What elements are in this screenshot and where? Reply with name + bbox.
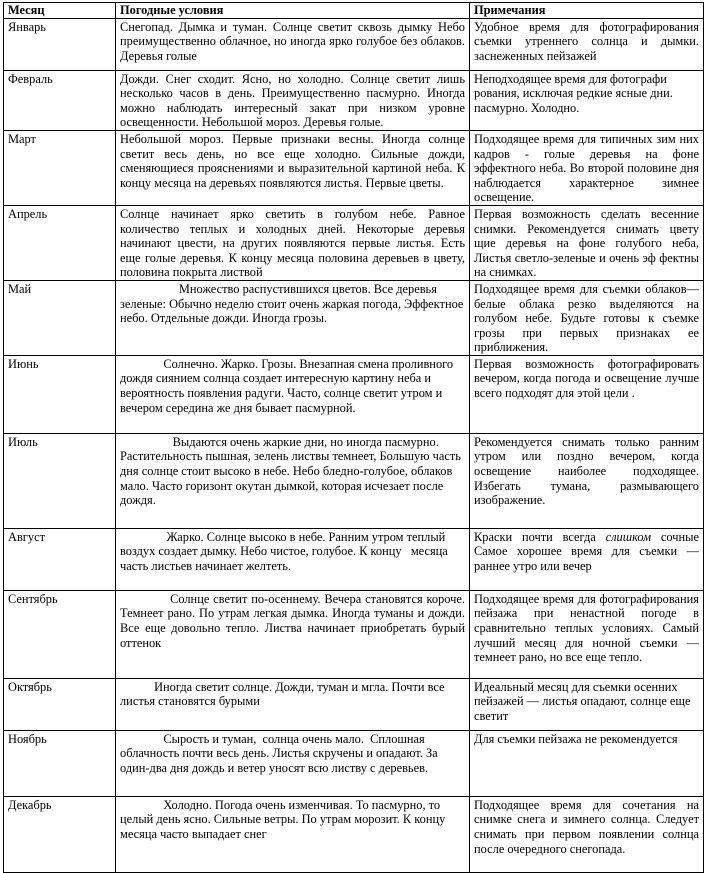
month-cell: Февраль (4, 70, 116, 130)
table-row (4, 730, 704, 796)
weather-cell: Выдаются очень жаркие дни, но иногда пасмурно. Растительность пышная, зелень листвы темнеет, Большую часть дня солнце стоит высоко в небе. Небо бледно-голубое, облаков мало. Часто горизонт окутан дымкой, которая исчезает после дождя. (116, 433, 470, 528)
weather-cell: Солнце светит по-осеннему. Вечера становятся короче. Темнеет рано. По утрам легкая дымка. Иногда туманы и дожди. Все еще довольно тепло. Листва начинает приобретать бурый оттенок (116, 590, 470, 678)
table-row (4, 433, 704, 528)
notes-cell: Идеальный месяц для съемки осенних пейзажей — листья опадают, солнце еще светит (470, 678, 704, 730)
table-row (4, 796, 704, 872)
notes-cell: Удобное время для фотографирования съемки утреннего солнца и дымки. заснеженных пейзажей (470, 18, 704, 70)
weather-cell: Небольшой мороз. Первые признаки весны. Иногда солнце светит весь день, но все еще холодно. Сильные дожди, сменяющиеся прояснениями и выразительной картиной неба. К концу месяца на деревьях появляются листья. Первые цветы. (116, 130, 470, 205)
month-cell: Март (4, 130, 116, 205)
month-cell: Апрель (4, 205, 116, 280)
notes-cell: Подходящее время для съемки облаков— белые облака резко выделяются на голубом небе. Будьте готовы к съемке грозы при первых признаках ее приближения. (470, 280, 704, 355)
weather-cell: Солнечно. Жарко. Грозы. Внезапная смена проливного дождя сиянием солнца создает интересную картину неба и вероятность появления радуги. Часто, солнце светит утром и вечером середина же дня бывает пасмурной. (116, 355, 470, 433)
weather-cell: Множество распустившихся цветов. Все деревья зеленые: Обычно неделю стоит очень жаркая погода, Эффектное небо. Отдельные дожди. Иногда грозы. (116, 280, 470, 355)
month-cell: Сентябрь (4, 590, 116, 678)
weather-cell: Жарко. Солнце высоко в небе. Ранним утром теплый воздух создает дымку. Небо чистое, голубое. К концу месяца часть листьев начинает желтеть. (116, 528, 470, 590)
weather-cell: Холодно. Погода очень изменчивая. То пасмурно, то целый день ясно. Сильные ветры. По утрам морозит. К концу месяца часто выпадает снег (116, 796, 470, 872)
weather-cell: Иногда светит солнце. Дожди, туман и мгла. Почти все листья становятся бурыми (116, 678, 470, 730)
table-row (4, 678, 704, 730)
header-row (4, 3, 704, 19)
table-row (4, 590, 704, 678)
month-cell: Январь (4, 18, 116, 70)
table-row (4, 280, 704, 355)
header-weather: Погодные условия (116, 3, 470, 19)
notes-cell (470, 528, 704, 590)
notes-emphasis: слишком (605, 529, 652, 544)
weather-photography-table (3, 2, 704, 873)
table-row (4, 18, 704, 70)
table-row (4, 355, 704, 433)
notes-cell: Неподходящее время для фотографи рования, исключая редкие ясные дни. пасмурно. Холодно. (470, 70, 704, 130)
notes-cell: Подходящее время для сочетания на снимке снега и зимнего солнца. Следует снимать при первом появлении солнца после очередного снегопада. (470, 796, 704, 872)
notes-cell: Для съемки пейзажа не рекомендуется (470, 730, 704, 796)
table-row (4, 528, 704, 590)
weather-cell: Солнце начинает ярко светить в голубом небе. Равное количество теплых и холодных дней. Некоторые деревья начинают цвести, на других появляются первые листья. Есть еще голые деревья. К концу месяца половина деревьев в цвету, половина покрыта листвой (116, 205, 470, 280)
table-row (4, 70, 704, 130)
notes-text: Краски почти всегда (474, 529, 606, 544)
weather-cell: Снегопад. Дымка и туман. Солнце светит сквозь дымку Небо преимущественно облачное, но иногда ярко голубое без облаков. Деревья голые (116, 18, 470, 70)
month-cell: Декабрь (4, 796, 116, 872)
month-cell: Ноябрь (4, 730, 116, 796)
month-cell: Октябрь (4, 678, 116, 730)
header-notes: Примечания (470, 3, 704, 19)
notes-text: сочные Самое хорошее время для съемки — раннее утро или вечер (474, 529, 699, 574)
month-cell: Май (4, 280, 116, 355)
notes-cell: Подходящее время для типичных зим них кадров - голые деревья на фоне эффектного неба. Во второй половине дня наблюдается характерное зимнее освещение. (470, 130, 704, 205)
notes-cell: Первая возможность сделать весенние снимки. Рекомендуется снимать цвету щие деревья на фоне голубого неба, Листья светло-зеленые и очень эф фектны на снимках. (470, 205, 704, 280)
month-cell: Август (4, 528, 116, 590)
weather-cell: Сырость и туман, солнца очень мало. Сплошная облачность почти весь день. Листья скручены и опадают. За один-два дня дождь и ветер уносят всю листву с деревьев. (116, 730, 470, 796)
header-month: Месяц (4, 3, 116, 19)
weather-cell: Дожди. Снег сходит. Ясно, но холодно. Солнце светит лишь несколько часов в день. Преимущественно пасмурно. Иногда можно наблюдать интересный закат при низком уровне освещенности. Небольшой мороз. Деревья голые. (116, 70, 470, 130)
notes-cell: Подходящее время для фотографирования пейзажа при ненастной погоде в сравнительно теплых условиях. Самый лучший месяц для ночной съемки —темнеет рано, но все еще тепло. (470, 590, 704, 678)
notes-cell: Первая возможность фотографировать вечером, когда погода и освещение лучше всего подходят для этой цели . (470, 355, 704, 433)
month-cell: Июнь (4, 355, 116, 433)
month-cell: Июль (4, 433, 116, 528)
table-row (4, 205, 704, 280)
notes-cell: Рекомендуется снимать только ранним утром или поздно вечером, когда освещение наиболее подходящее. Избегать тумана, размывающего изображение. (470, 433, 704, 528)
table-row (4, 130, 704, 205)
